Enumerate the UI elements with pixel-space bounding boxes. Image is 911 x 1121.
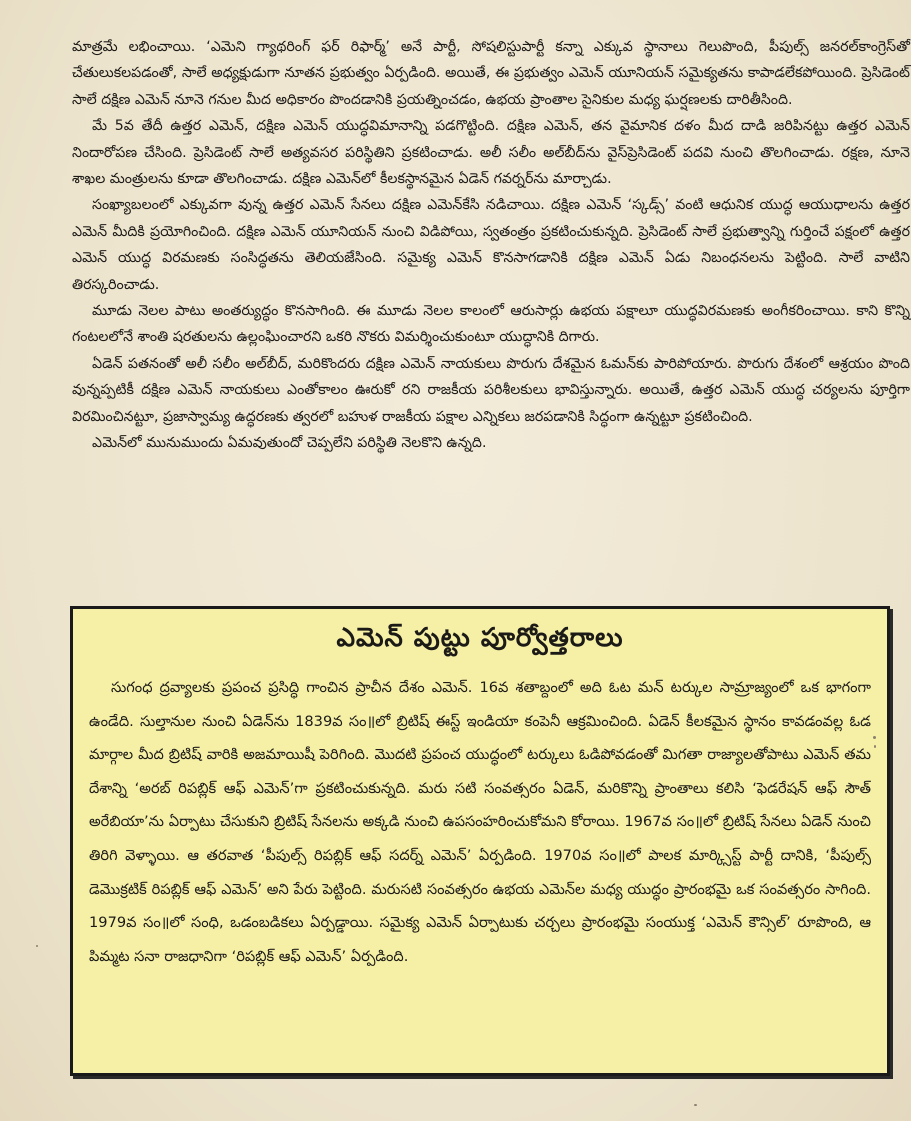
history-box-title: ఎమెన్ పుట్టు పూర్వోత్తరాలు <box>336 623 624 653</box>
paper-speck <box>36 945 38 947</box>
article-paragraph-6: ఎమెన్‌లో మునుముందు ఏమవుతుందో చెప్పలేని పరిస్థితి నెలకొని ఉన్నది. <box>92 435 487 452</box>
article-paragraph-1: మాత్రమే లభించాయి. ‘ఎమెని గ్యాథరింగ్ ఫర్ రిఫార్మ్’ అనే పార్టీ, సోషలిస్టుపార్టీ కన్నా ఎక్కువ స్థానాలు గెలుపొంది, పీపుల్స్ జనరల్‌కాంగ్రెస్‌తో చేతులుకలపడంతో, సాలే అధ్యక్షుడుగా నూతన ప్రభుత్వం ఏర్పడింది. అయితే, ఈ ప్రభుత్వం ఎమెన్ యూనియన్ సమైక్యతను కాపాడలేకపోయింది. ప్రెసిడెంట్ సాలే దక్షిణ ఎమెన్ నూనె గనుల మీద అధికారం పొందడానికి ప్రయత్నించడం, ఉభయ ప్రాంతాల సైనికుల మధ్య ఘర్షణలకు దారితీసింది. <box>72 39 910 108</box>
paper-speck <box>874 745 876 748</box>
article-body <box>72 34 910 457</box>
article-paragraph-4: మూడు నెలల పాటు అంతర్యుద్ధం కొనసాగింది. ఈ మూడు నెలల కాలంలో ఆరుసార్లు ఉభయ పక్షాలూ యుద్ధవిరమణకు అంగీకరించాయి. కాని కొన్ని గంటలలోనే శాంతి షరతులను ఉల్లంఘించారని ఒకరి నొకరు విమర్శించుకుంటూ యుద్ధానికి దిగారు. <box>72 303 910 346</box>
paper-speck <box>694 1104 697 1106</box>
article-paragraph-2: మే 5వ తేదీ ఉత్తర ఎమెన్, దక్షిణ ఎమెన్ యుద్ధవిమానాన్ని పడగొట్టింది. దక్షిణ ఎమెన్, తన వైమానిక దళం మీద దాడి జరిపినట్టు ఉత్తర ఎమెన్ నిందారోపణ చేసింది. ప్రెసిడెంట్ సాలే అత్యవసర పరిస్థితిని ప్రకటించాడు. అలీ సలీం అల్‌బీద్‌ను వైస్‌ప్రెసిడెంట్ పదవి నుంచి తొలగించాడు. రక్షణ, నూనె శాఖల మంత్రులను కూడా తొలగించాడు. దక్షిణ ఎమెన్‌లో కీలకస్థానమైన ఏడెన్ గవర్నర్‌ను మార్చాడు. <box>72 118 910 188</box>
paper-speck <box>873 736 876 739</box>
history-box-text: సుగంధ ద్రవ్యాలకు ప్రపంచ ప్రసిద్ధి గాంచిన ప్రాచీన దేశం ఎమెన్. 16వ శతాబ్దంలో అది ఓట మన్ టర్కుల సామ్రాజ్యంలో ఒక భాగంగా ఉండేది. సుల్తానుల నుంచి ఏడెన్‌ను 1839వ సం॥లో బ్రిటిష్ ఈస్ట్ ఇండియా కంపెనీ ఆక్రమించింది. ఏడెన్ కీలకమైన స్థానం కావడంవల్ల ఓడ మార్గాల మీద బ్రిటిష్ వారికి అజమాయిషీ పెరిగింది. మొదటి ప్రపంచ యుద్ధంలో టర్కులు ఓడిపోవడంతో మిగతా రాజ్యాలతోపాటు ఎమెన్ తమ దేశాన్ని ‘అరబ్ రిపబ్లిక్ ఆఫ్ ఎమెన్’గా ప్రకటించుకున్నది. మరు సటి సంవత్సరం ఏడెన్, మరికొన్ని ప్రాంతాలు కలిసి ‘ఫెడరేషన్ ఆఫ్ సౌత్ అరేబియా’ను ఏర్పాటు చేసుకుని బ్రిటిష్ సేనలను అక్కడి నుంచి ఉపసంహరించుకోమని కోరాయి. 1967వ సం॥లో బ్రిటిష్ సేనలు ఏడెన్ నుంచి తిరిగి వెళ్ళాయి. ఆ తరవాత ‘పీపుల్స్ రిపబ్లిక్ ఆఫ్ సదర్న్ ఎమెన్’ ఏర్పడింది. 1970వ సం॥లో పాలక మార్క్సిస్ట్ పార్టీ దానికి, ‘పీపుల్స్ డెమొక్రటిక్ రిపబ్లిక్ ఆఫ్ ఎమెన్’ అని పేరు పెట్టింది. మరుసటి సంవత్సరం ఉభయ ఎమెన్‌ల మధ్య యుద్ధం ప్రారంభమై ఒక సంవత్సరం సాగింది. 1979వ సం॥లో సంధి, ఒడంబడికలు ఏర్పడ్డాయి. సమైక్య ఎమెన్ ఏర్పాటుకు చర్చలు ప్రారంభమై సంయుక్త ‘ఎమెన్ కౌన్సిల్’ రూపొంది, ఆ పిమ్మట సనా రాజధానిగా ‘రిపబ్లిక్ ఆఫ్ ఎమెన్’ ఏర్పడింది. <box>89 679 871 965</box>
history-sidebar-box <box>70 606 890 1076</box>
article-paragraph-3: సంఖ్యాబలంలో ఎక్కువగా వున్న ఉత్తర ఎమెన్ సేనలు దక్షిణ ఎమెన్‌కేసి నడిచాయి. దక్షిణ ఎమెన్ ‘స్కడ్స్’ వంటి ఆధునిక యుద్ధ ఆయుధాలను ఉత్తర ఎమెన్ మీదికి ప్రయోగించింది. దక్షిణ ఎమెన్ యూనియన్ నుంచి విడిపోయి, స్వతంత్రం ప్రకటించుకున్నది. ప్రెసిడెంట్ సాలే ప్రభుత్వాన్ని గుర్తించే పక్షంలో ఉత్తర ఎమెన్ యుద్ధ విరమణకు సంసిద్ధతను తెలియజేసింది. సమైక్య ఎమెన్ కొనసాగడానికి దక్షిణ ఎమెన్ ఏడు నిబంధనలను పెట్టింది. సాలే వాటిని తిరస్కరించాడు. <box>72 197 910 293</box>
article-paragraph-5: ఏడెన్ పతనంతో అలీ సలీం అల్‌బీద్, మరికొందరు దక్షిణ ఎమెన్ నాయకులు పొరుగు దేశమైన ఓమన్‌కు పారిపోయారు. పొరుగు దేశంలో ఆశ్రయం పొంది వున్నప్పటికీ దక్షిణ ఎమెన్ నాయకులు ఎంతోకాలం ఊరుకో రని రాజకీయ పరిశీలకులు భావిస్తున్నారు. అయితే, ఉత్తర ఎమెన్ యుద్ధ చర్యలను పూర్తిగా విరమించినట్టూ, ప్రజాస్వామ్య ఉద్ధరణకు త్వరలో బహుళ రాజకీయ పక్షాల ఎన్నికలు జరపడానికి సిద్ధంగా ఉన్నట్టూ ప్రకటించింది. <box>72 355 910 425</box>
